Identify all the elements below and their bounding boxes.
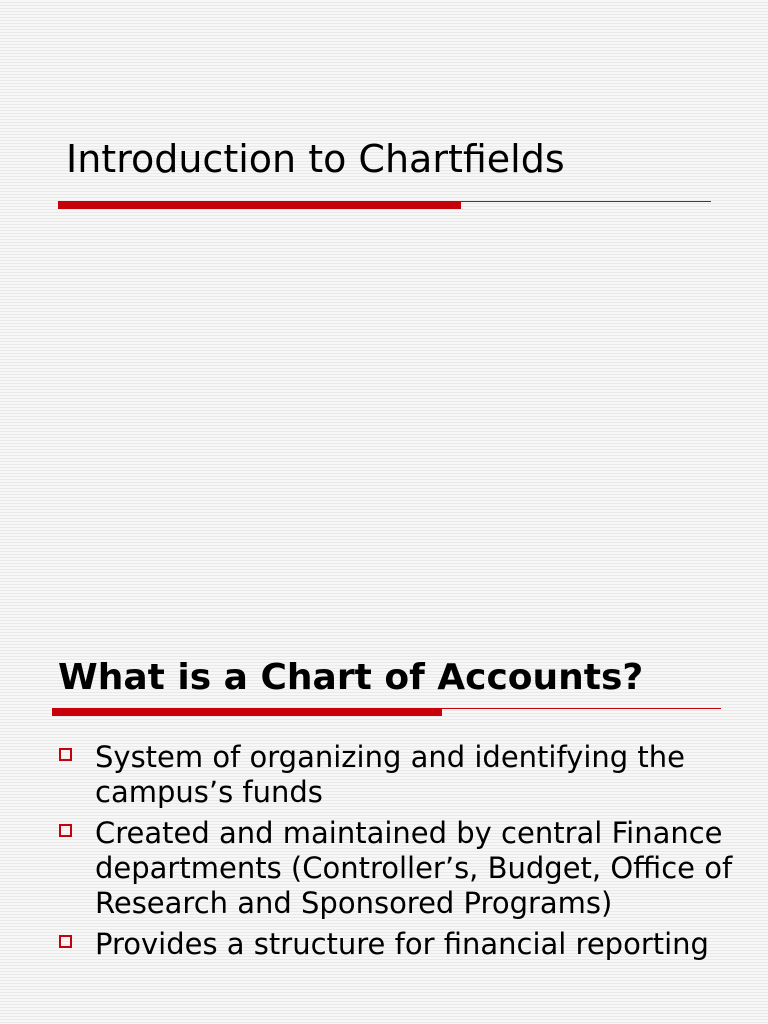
bullet-item bbox=[56, 816, 736, 921]
hollow-square-bullet-icon bbox=[59, 824, 72, 837]
bullet-text: System of organizing and identifying the campus’s funds bbox=[95, 740, 685, 809]
bullet-item bbox=[56, 740, 736, 810]
title-underline-thin bbox=[442, 708, 721, 709]
title-underline-thin bbox=[461, 201, 711, 202]
bullet-text: Created and maintained by central Finance departments (Controller’s, Budget, Office of Research and Sponsored Programs) bbox=[95, 816, 733, 920]
bullet-list bbox=[56, 740, 736, 968]
title-underline-thick bbox=[58, 201, 461, 209]
slide-title: What is a Chart of Accounts? bbox=[58, 657, 644, 698]
bullet-text: Provides a structure for financial reporting bbox=[95, 927, 709, 961]
hollow-square-bullet-icon bbox=[59, 935, 72, 948]
slide-chart-of-accounts bbox=[0, 630, 768, 1024]
hollow-square-bullet-icon bbox=[59, 748, 72, 761]
bullet-item bbox=[56, 927, 736, 962]
slide-title: Introduction to Chartfields bbox=[66, 137, 565, 181]
title-underline-thick bbox=[52, 708, 442, 716]
